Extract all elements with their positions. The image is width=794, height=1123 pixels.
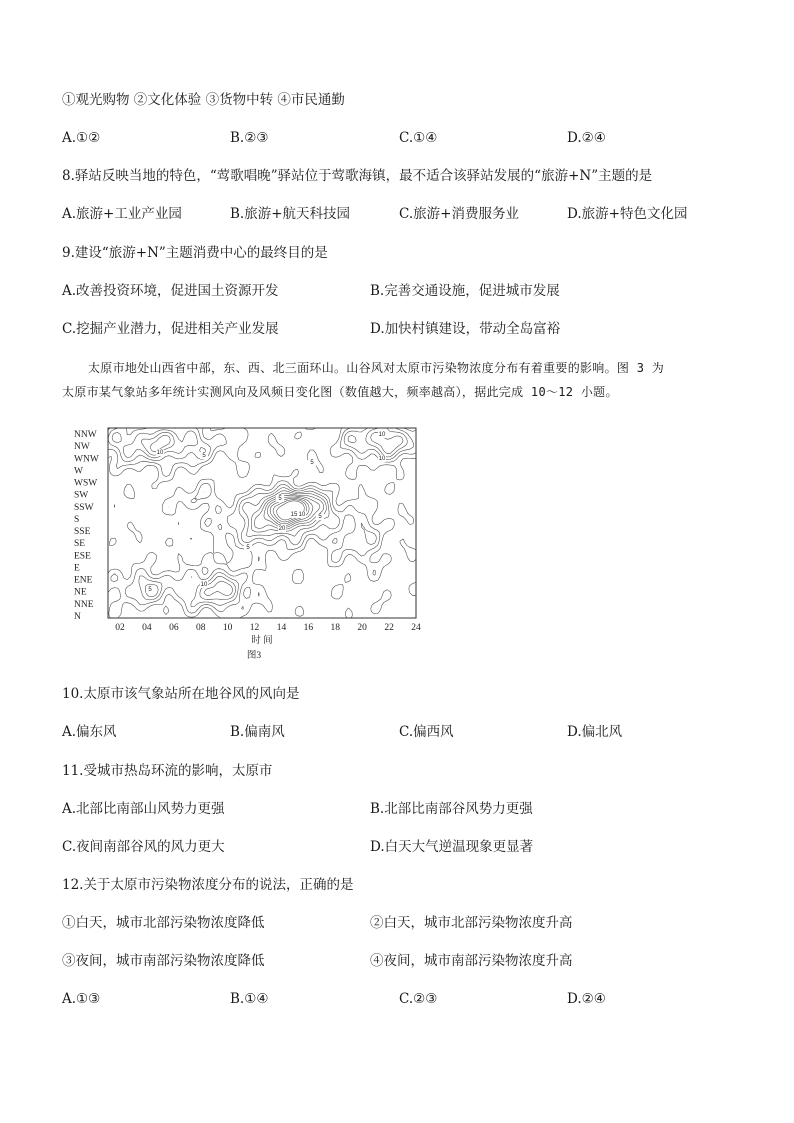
q7-items: ①观光购物 ②文化体验 ③货物中转 ④市民通勤 [62,92,345,108]
x-tick-label: 20 [357,623,367,633]
contour-value-label: 5 [310,460,314,466]
q9-option-b[interactable]: B.完善交通设施，促进城市发展 [370,283,560,299]
y-tick-label: SW [74,490,89,501]
x-tick-label: 04 [142,623,152,633]
q9-option-c[interactable]: C.挖掘产业潜力，促进相关产业发展 [62,321,279,337]
q10-option-d[interactable]: D.偏北风 [567,724,623,740]
q8-option-c[interactable]: C.旅游+消费服务业 [399,206,519,222]
q12-items-row2 [62,952,742,970]
q12-options [62,990,742,1008]
q7-option-a[interactable]: A.①② [62,130,101,146]
q9-options-row2 [62,320,742,338]
y-tick-label: SSE [74,527,91,538]
q8-options [62,205,742,223]
q12-option-a[interactable]: A.①③ [62,991,101,1007]
passage [62,356,734,404]
contour-value-label: 10 [378,432,386,438]
contour-value-label: 20 [278,526,286,532]
q7-option-c[interactable]: C.①④ [399,130,438,146]
q7-options [62,129,742,147]
q9-option-a[interactable]: A.改善投资环境，促进国土资源开发 [62,283,279,299]
contour-value-label: 15 [290,512,298,518]
figure-3 [72,424,422,664]
x-tick-label: 16 [303,623,314,633]
q9-options-row1 [62,282,742,300]
x-tick-label: 22 [384,623,394,633]
contour-value-label: 5 [246,545,250,551]
x-axis-title: 时 间 [251,636,273,646]
passage-line-2: 太原市某气象站多年统计实测风向及风频日变化图（数值越大，频率越高），据此完成 10～12 小题。 [62,385,618,399]
x-tick-label: 24 [411,623,421,633]
q12-stem: 12.关于太原市污染物浓度分布的说法，正确的是 [62,877,354,893]
q7-option-b[interactable]: B.②③ [230,130,269,146]
contour-value-label: 10 [200,582,208,588]
x-tick-label: 12 [249,623,260,633]
y-tick-label: N [74,612,81,622]
y-tick-label: NE [74,587,87,598]
y-axis-labels [74,430,99,622]
x-tick-label: 02 [115,623,125,633]
q12-option-d[interactable]: D.②④ [567,991,606,1007]
q8-option-d[interactable]: D.旅游+特色文化园 [567,206,688,222]
q10-option-b[interactable]: B.偏南风 [230,724,285,740]
contour-value-label: 5 [278,496,282,502]
q12-item-2: ②白天，城市北部污染物浓度升高 [370,915,573,931]
y-tick-label: ESE [74,551,91,562]
q11-options-row1 [62,800,742,818]
q8-option-b[interactable]: B.旅游+航天科技园 [230,206,351,222]
q11-stem: 11.受城市热岛环流的影响，太原市 [62,763,273,779]
q10-stem: 10.太原市该气象站所在地谷风的风向是 [62,686,300,702]
q7-option-d[interactable]: D.②④ [567,130,606,146]
q11-option-a[interactable]: A.北部比南部山风势力更强 [62,801,225,817]
plot-frame [108,428,416,618]
x-tick-label: 08 [195,623,206,633]
q12-item-3: ③夜间，城市南部污染物浓度降低 [62,953,265,969]
contour-chart [72,424,422,664]
q12-items-row1 [62,914,742,932]
q11-option-d[interactable]: D.白天大气逆温现象更显著 [370,839,534,855]
q11-options-row2 [62,838,742,856]
y-tick-label: ENE [74,575,93,586]
x-axis-labels [115,623,421,633]
contour-value-label: 5 [148,587,152,593]
x-tick-label: 10 [222,623,233,633]
contour-value-label: 10 [298,512,306,518]
q12-option-b[interactable]: B.①④ [230,991,269,1007]
q11-option-b[interactable]: B.北部比南部谷风势力更强 [370,801,533,817]
q10-options [62,723,742,741]
x-tick-label: 14 [276,623,287,633]
y-tick-label: S [74,514,80,525]
contour-value-label: 10 [378,456,386,462]
q9-option-d[interactable]: D.加快村镇建设，带动全岛富裕 [370,321,561,337]
q12-item-4: ④夜间，城市南部污染物浓度升高 [370,953,573,969]
y-tick-label: W [74,466,83,477]
q10-option-c[interactable]: C.偏西风 [399,724,454,740]
x-tick-label: 18 [330,623,341,633]
y-tick-label: E [74,563,80,574]
q8-stem: 8.驿站反映当地的特色，“莺歌唱晚”驿站位于莺歌海镇，最不适合该驿站发展的“旅游+N”主题的是 [62,168,653,184]
y-tick-label: SE [74,539,86,550]
q11-option-c[interactable]: C.夜间南部谷风的风力更大 [62,839,225,855]
contour-value-label: 5 [202,453,206,459]
q10-option-a[interactable]: A.偏东风 [62,724,117,740]
q8-option-a[interactable]: A.旅游+工业产业园 [62,206,182,222]
y-tick-label: SSW [74,502,94,513]
contour-value-label: 5 [318,514,322,520]
y-tick-label: WNW [74,454,99,465]
contour-value-label: 10 [156,450,164,456]
q12-option-c[interactable]: C.②③ [399,991,438,1007]
figure-caption: 图3 [246,651,262,661]
y-tick-label: NNW [74,430,97,440]
y-tick-label: WSW [74,478,98,489]
q12-item-1: ①白天，城市北部污染物浓度降低 [62,915,265,931]
q9-stem: 9.建设“旅游+N”主题消费中心的最终目的是 [62,245,328,261]
y-tick-label: NNE [74,599,94,610]
y-tick-label: NW [74,442,90,453]
passage-text-1: 太原市地处山西省中部，东、西、北三面环山。山谷风对太原市污染物浓度分布有着重要的影响。图 3 为 [88,361,665,375]
x-tick-label: 06 [169,623,179,633]
passage-line-1 [62,356,734,380]
